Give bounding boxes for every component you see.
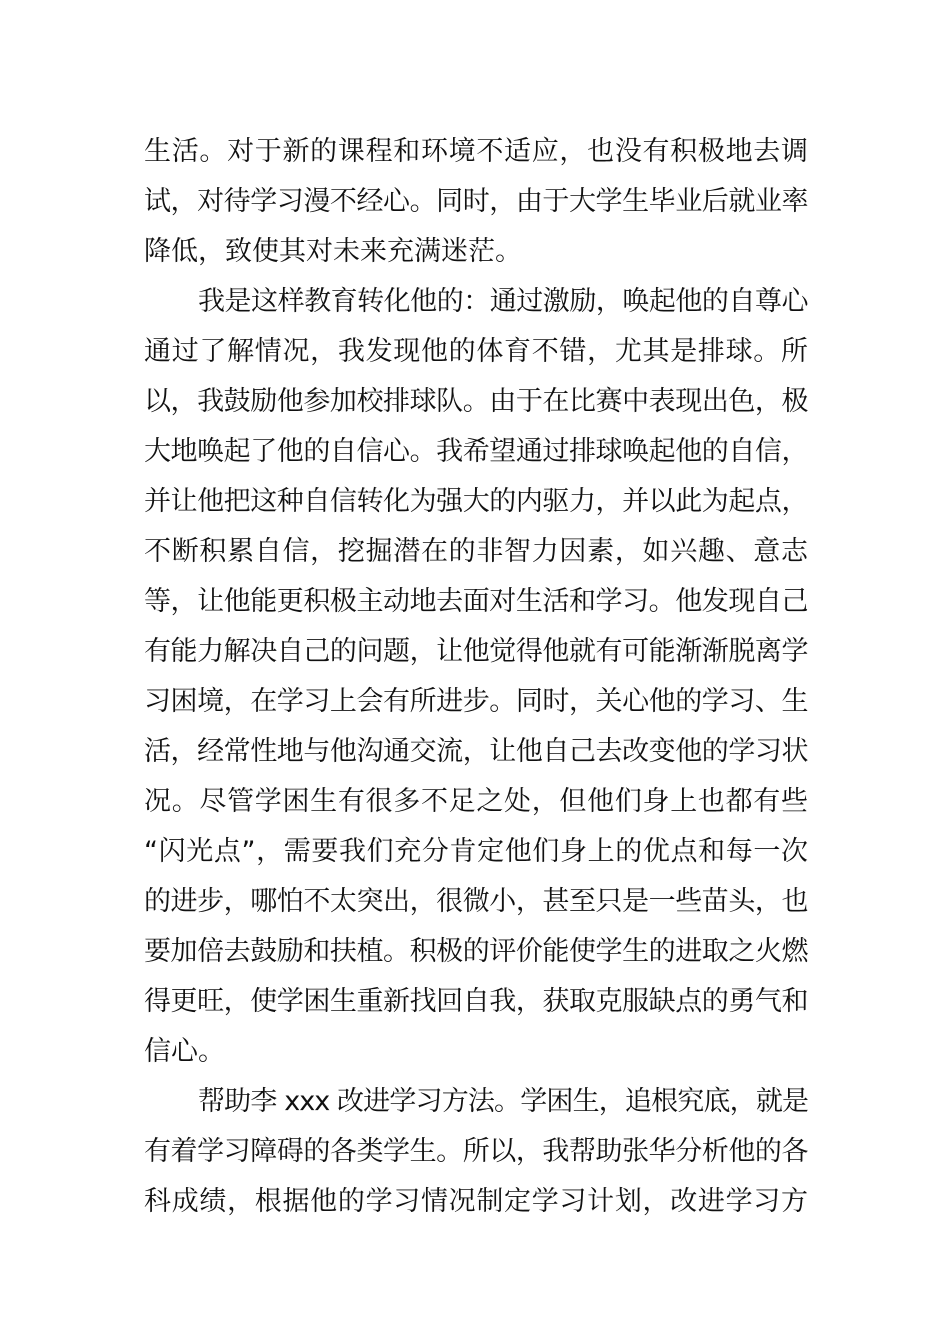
text-line: 以，我鼓励他参加校排球队。由于在比赛中表现出色，极 [144,386,808,417]
text-line: 我是这样教育转化他的：通过激励，唤起他的自尊心 [198,286,808,317]
text-line: 生活。对于新的课程和环境不适应，也没有积极地去调 [144,136,808,167]
text-line: 有着学习障碍的各类学生。所以，我帮助张华分析他的各 [144,1136,808,1167]
document-body [144,127,808,1227]
text-line: 并让他把这种自信转化为强大的内驱力，并以此为起点， [144,486,808,517]
text-line: 习困境，在学习上会有所进步。同时，关心他的学习、生 [144,686,808,717]
text-line: 大地唤起了他的自信心。我希望通过排球唤起他的自信， [144,436,808,467]
text-line: 科成绩，根据他的学习情况制定学习计划，改进学习方 [144,1186,808,1217]
text-line: 帮助李 xxx 改进学习方法。学困生，追根究底，就是 [198,1086,808,1117]
text-line: “闪光点”，需要我们充分肯定他们身上的优点和每一次 [144,836,808,867]
text-line: 降低，致使其对未来充满迷茫。 [144,236,522,267]
text-line: 况。尽管学困生有很多不足之处，但他们身上也都有些 [144,786,808,817]
text-line: 有能力解决自己的问题，让他觉得他就有可能渐渐脱离学 [144,636,808,667]
text-line: 试，对待学习漫不经心。同时，由于大学生毕业后就业率 [144,186,808,217]
text-line: 得更旺，使学困生重新找回自我，获取克服缺点的勇气和 [144,986,808,1017]
text-line: 信心。 [144,1036,225,1067]
text-line: 通过了解情况，我发现他的体育不错，尤其是排球。所 [144,336,808,367]
text-line: 活，经常性地与他沟通交流，让他自己去改变他的学习状 [144,736,808,767]
text-line: 的进步，哪怕不太突出，很微小，甚至只是一些苗头，也 [144,886,808,917]
text-line: 要加倍去鼓励和扶植。积极的评价能使学生的进取之火燃 [144,936,808,967]
text-line: 等，让他能更积极主动地去面对生活和学习。他发现自己 [144,586,808,617]
text-line: 不断积累自信，挖掘潜在的非智力因素，如兴趣、意志 [144,536,808,567]
